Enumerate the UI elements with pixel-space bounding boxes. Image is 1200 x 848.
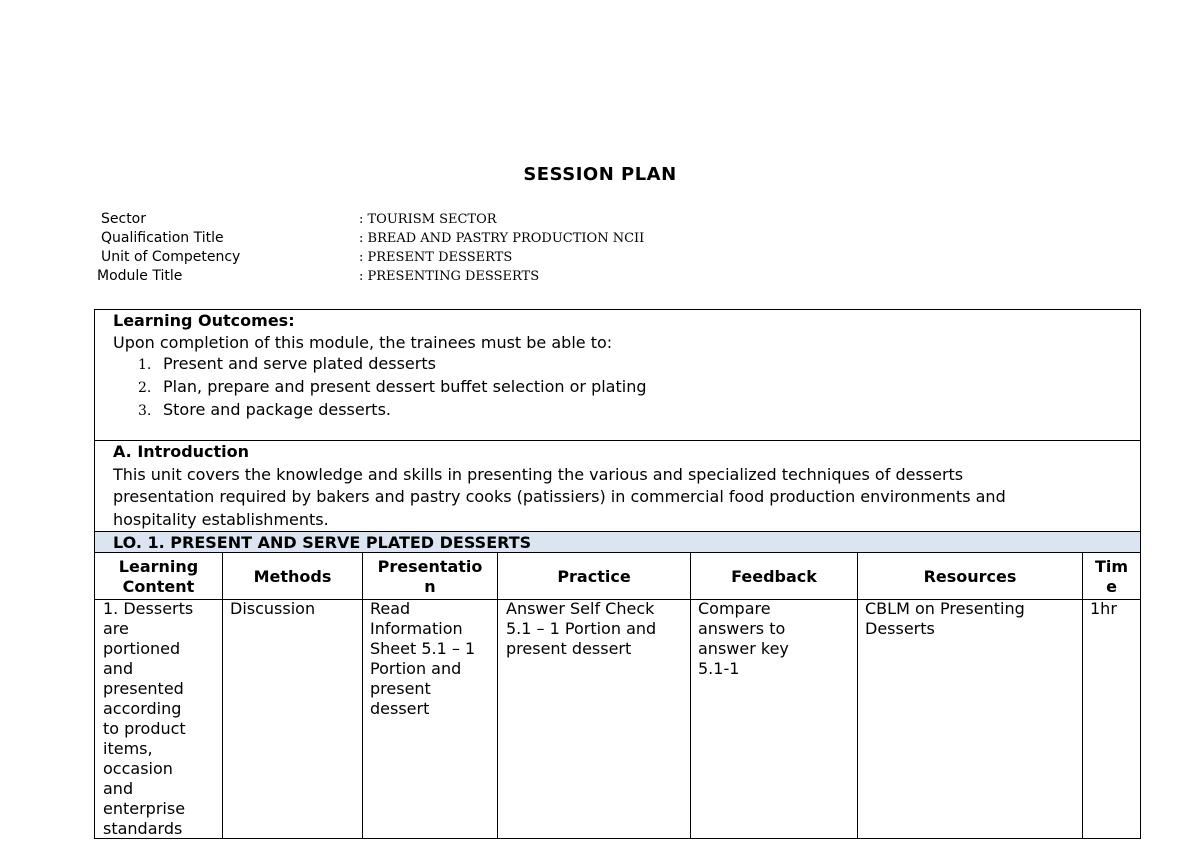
header-resources: Resources	[923, 566, 1017, 586]
cell-resources: CBLM on Presenting Desserts	[865, 599, 1025, 638]
lo1-heading: LO. 1. PRESENT AND SERVE PLATED DESSERTS	[113, 533, 532, 552]
meta-value-unit: : PRESENT DESSERTS	[359, 250, 513, 265]
meta-label-module: Module Title	[97, 268, 183, 284]
meta-label-unit: Unit of Competency	[101, 249, 241, 265]
meta-label-sector: Sector	[101, 211, 147, 227]
meta-value-qualification: : BREAD AND PASTRY PRODUCTION NCII	[359, 231, 645, 246]
meta-value-module: : PRESENTING DESSERTS	[359, 269, 540, 284]
section-divider	[94, 440, 1141, 441]
cell-learning-content: 1. Desserts are portioned and presented according to product items, occasion and enterprise standards	[103, 599, 194, 838]
outcome-number: 2.	[138, 380, 152, 396]
outcome-number: 3.	[138, 403, 152, 419]
header-methods: Methods	[253, 566, 332, 586]
cell-practice: Answer Self Check 5.1 – 1 Portion and present dessert	[506, 599, 657, 658]
learning-outcomes-intro: Upon completion of this module, the trainees must be able to:	[113, 333, 613, 352]
header-presentation: Presentatio n	[377, 556, 483, 596]
page-title: SESSION PLAN	[523, 164, 677, 185]
introduction-text-line: presentation required by bakers and pastry cooks (patissiers) in commercial food production environments and	[113, 487, 1006, 506]
meta-value-sector: : TOURISM SECTOR	[359, 212, 497, 227]
header-practice: Practice	[557, 566, 631, 586]
cell-presentation: Read Information Sheet 5.1 – 1 Portion and present dessert	[370, 599, 476, 718]
outcome-number: 1.	[138, 357, 152, 373]
cell-time: 1hr	[1090, 599, 1117, 618]
outcome-item: Store and package desserts.	[163, 400, 391, 419]
introduction-text-line: This unit covers the knowledge and skills in presenting the various and specialized techniques of desserts	[113, 465, 964, 484]
introduction-heading: A. Introduction	[113, 442, 250, 461]
introduction-text-line: hospitality establishments.	[113, 510, 329, 529]
outcome-item: Present and serve plated desserts	[163, 354, 436, 373]
cell-feedback: Compare answers to answer key 5.1-1	[698, 599, 789, 678]
header-learning-content: Learning Content	[118, 556, 199, 596]
learning-outcomes-heading: Learning Outcomes:	[113, 311, 295, 330]
header-time: Tim e	[1094, 556, 1129, 596]
header-feedback: Feedback	[731, 566, 817, 586]
outcome-item: Plan, prepare and present dessert buffet selection or plating	[163, 377, 647, 396]
cell-methods: Discussion	[230, 599, 316, 618]
meta-label-qualification: Qualification Title	[101, 230, 224, 246]
